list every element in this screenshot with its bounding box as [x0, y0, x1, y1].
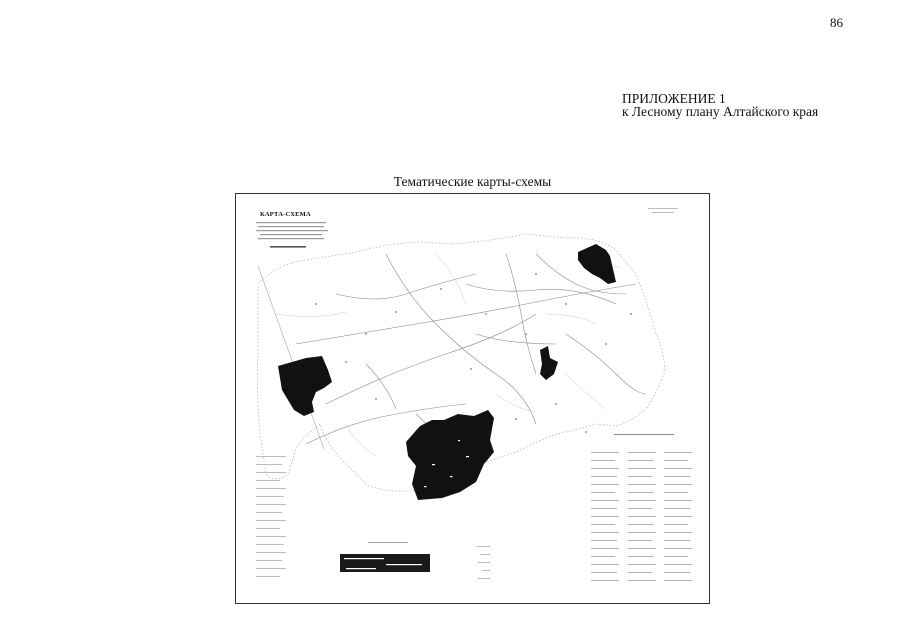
map-title: КАРТА-СХЕМА	[260, 211, 311, 218]
appendix-title: ПРИЛОЖЕНИЕ 1	[622, 91, 726, 106]
map-drawing	[236, 194, 710, 604]
map-bottom-notes	[476, 546, 490, 579]
forest-area-northeast	[578, 244, 616, 284]
map-legend-table	[591, 434, 692, 581]
map-figure	[235, 193, 710, 604]
page-number: 86	[830, 15, 843, 30]
map-scale-block	[340, 542, 430, 572]
settlement-dots	[315, 273, 632, 433]
forest-area-west	[278, 356, 332, 416]
appendix-subtitle: к Лесному плану Алтайского края	[622, 104, 819, 119]
map-corner-note	[648, 208, 678, 213]
appendix-heading	[622, 92, 818, 118]
map-legend-left	[256, 456, 286, 577]
road-network	[296, 254, 646, 444]
map-header-notes	[256, 222, 328, 248]
forest-area-south	[406, 410, 494, 500]
figure-caption: Тематические карты-схемы	[393, 174, 552, 189]
forest-area-center	[540, 346, 558, 380]
